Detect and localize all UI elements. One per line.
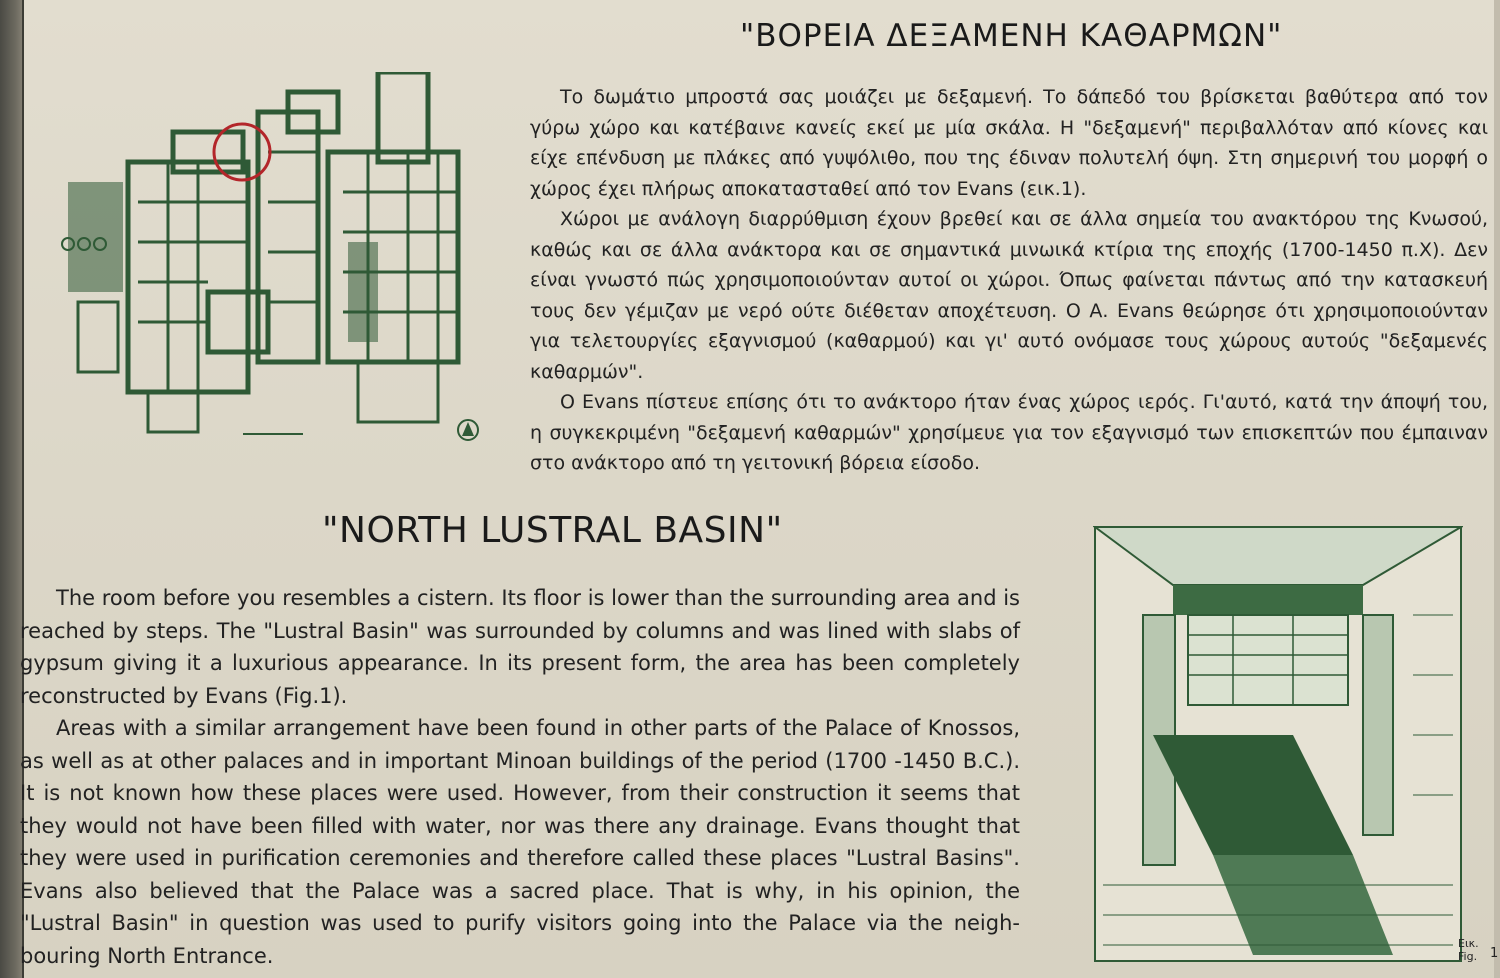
greek-paragraph: Το δωμάτιο μπροστά σας μοιάζει με δεξαμενή. Το δάπεδό του βρίσκεται βαθύτερα από τον γύρω χώρο και κατέβαινε κανείς εκεί με μία σκάλα. Η "δεξαμενή" περιβαλλόταν από κίονες και είχε επένδυση με πλάκες από γυψόλιθο, που της έδιναν πολυτελή όψη. Στη σημερινή του μορφή ο χώρος έχει πλήρως αποκατασταθεί από τον Evans (εικ.1). xyxy=(530,86,1488,200)
greek-paragraph: Ο Evans πίστευε επίσης ότι το ανάκτορο ήταν ένας χώρος ιερός. Γι'αυτό, κατά την άποψή του, η συγκεκριμένη "δεξαμενή καθαρμών" χρησίμευε για τον εξαγνισμό των επισκεπτών που έμπαιναν στο ανάκτορο από τη γειτονική βόρεια είσοδο. xyxy=(530,391,1488,474)
english-paragraph: Areas with a similar arrangement have been found in other parts of the Palace of Knossos, as well as at other palaces and in important Minoan buildings of the period (1700 -1450 B.C.). It is not known how these places were used. However, from their construction it seems that they would not have been filled with water, nor was there any drainage. Evans thought that they were used in purification ceremonies and therefore called these places "Lustral Basins". Evans also believed that the Palace was a sacred place. That is why, in his opinion, the "Lustral Basin" in question was used to purify visitors going into the Palace via the neigh-bouring North Entrance. xyxy=(20,716,1020,968)
figure-label-greek: Εικ. xyxy=(1458,937,1479,950)
sign-frame-right xyxy=(1494,0,1500,978)
palace-plan-icon xyxy=(58,72,498,444)
greek-title: "ΒΟΡΕΙΑ ΔΕΞΑΜΕΝΗ ΚΑΘΑΡΜΩΝ" xyxy=(740,18,1283,54)
lustral-basin-drawing-icon xyxy=(1093,525,1463,963)
greek-text-block xyxy=(530,82,1488,479)
english-title: "NORTH LUSTRAL BASIN" xyxy=(322,510,783,551)
north-arrow-icon xyxy=(458,420,478,440)
figure-label-english: Fig. xyxy=(1458,950,1478,963)
figure-label xyxy=(1458,937,1479,963)
greek-paragraph: Χώροι με ανάλογη διαρρύθμιση έχουν βρεθεί και σε άλλα σημεία του ανακτόρου της Κνωσού, καθώς και σε άλλα ανάκτορα και σε σημαντικά μινωικά κτίρια της εποχής (1700-1450 π.Χ). Δεν είναι γνωστό πώς χρησιμοποιούνταν αυτοί οι χώροι. Όπως φαίνεται πάντως από την κατασκευή τους δεν γέμιζαν με νερό ούτε διέθεταν αποχέτευση. Ο Α. Evans θεώρησε ότι χρησιμοποιούνταν για τελετουργίες εξαγνισμού (καθαρμού) και γι' αυτό ονόμασε τους χώρους αυτούς "δεξαμενές καθαρμών". xyxy=(530,208,1488,383)
english-text-block xyxy=(20,582,1020,972)
figure-number: 1 xyxy=(1490,946,1499,961)
english-paragraph: The room before you resembles a cistern. Its floor is lower than the surrounding area and is reached by steps. The "Lustral Basin" was surrounded by columns and was lined with slabs of gypsum giving it a luxurious appearance. In its present form, the area has been completely reconstructed by Evans (Fig.1). xyxy=(20,586,1020,708)
